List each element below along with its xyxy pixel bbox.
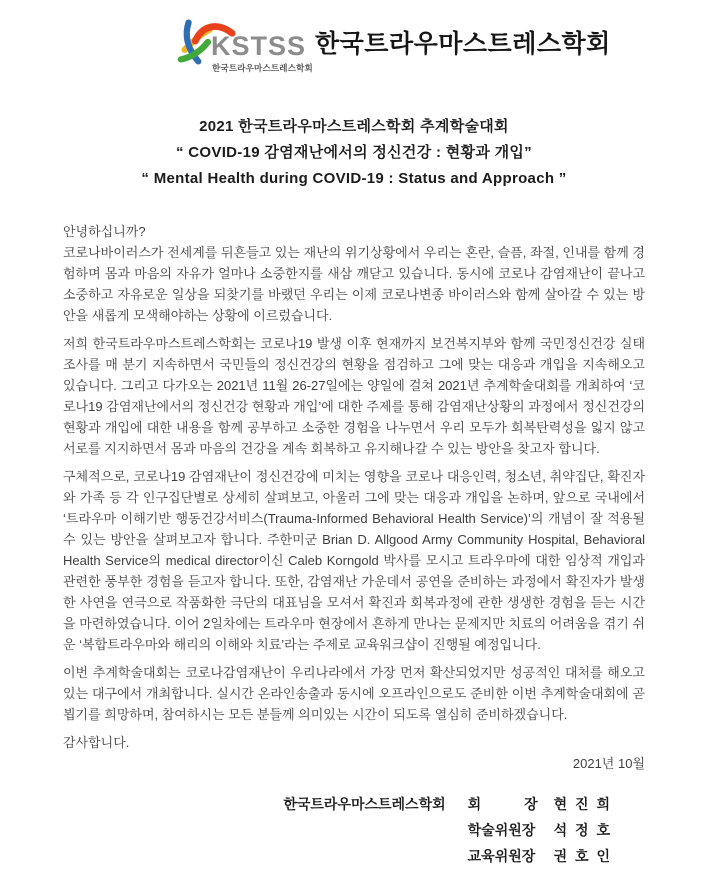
paragraph-2: 저희 한국트라우마스트레스학회는 코로나19 발생 이후 현재까지 보건복지부와 함께 국민정신건강 실태조사를 매 분기 지속하면서 국민들의 정신건강의 현황을 점검하고 그에 맞는 대응과 개입을 지속해오고 있습니다. 그리고 다가오는 2021년 11월 26-27일에는 양일에 걸쳐 2021년 추계학술대회를 개최하여 ‘코로나19 감염재난에서의 정신건강 현황과 개입’에 대한 주제를 통해 감염재난상황의 과정에서 정신건강의 현황과 개입에 대한 내용을 함께 공부하고 소중한 경험을 나누면서 우리 모두가 회복탄력성을 잃지 않고 서로를 지지하면서 몸과 마음의 건강을 계속 회복하고 유지해나갈 수 있는 방안을 찾고자 합니다.	[63, 336, 645, 456]
signature-block	[63, 791, 645, 869]
paragraph-1: 코로나바이러스가 전세계를 뒤흔들고 있는 재난의 위기상황에서 우리는 혼란, 슬픔, 좌절, 인내를 함께 경험하며 몸과 마음의 자유가 얼마나 소중한지를 새삼 깨닫고 있습니다. 동시에 코로나 감염재난이 끝나고 소중하고 자유로운 일상을 되찾기를 바랬던 우리는 이제 코로나변종 바이러스와 함께 살아갈 수 있는 방안을 새롭게 모색해야하는 상황에 이르렀습니다.	[63, 245, 645, 323]
signature-organization: 한국트라우마스트레스학회	[283, 796, 446, 812]
signature-name: 현 진 희	[553, 796, 612, 812]
kstss-logo	[175, 15, 313, 77]
paragraph-3: 구체적으로, 코로나19 감염재난이 정신건강에 미치는 영향을 코로나 대응인력, 청소년, 취약집단, 확진자와 가족 등 각 인구집단별로 상세히 살펴보고, 아울러 그에 맞는 대응과 개입을 논하며, 앞으로 국내에서 ‘트라우마 이해기반 행동건강서비스(Trauma-Informed Behavioral Health Service)’의 개념이 잘 적용될 수 있는 방안을 살펴보고자 합니다. 주한미군 Brian D. Allgood Army Community Hospital, Behavioral Health Service의 medical director이신 Caleb Korngold 박사를 모시고 트라우마에 대한 임상적 개입과 관련한 풍부한 경험을 듣고자 합니다. 또한, 감염재난 가운데서 공연을 준비하는 과정에서 확진자가 발생한 사연을 연극으로 작품화한 극단의 대표님을 모셔서 확진과 회복과정에 관한 생생한 경험을 듣는 시간을 마련하였습니다. 이어 2일차에는 트라우마 현장에서 흔하게 만나는 문제지만 치료의 어려움을 겪기 쉬운 ‘복합트라우마와 해리의 이해와 치료’라는 주제로 교육워크샵이 진행될 예정입니다.	[63, 469, 645, 652]
logo-subtext: 한국트라우마스트레스학회	[212, 63, 313, 73]
signature-row-president	[468, 791, 612, 817]
signature-title: 회 장	[467, 796, 538, 812]
title-line-korean-theme: “ COVID-19 감염재난에서의 정신건강 : 현황과 개입”	[176, 144, 532, 161]
signature-name: 석 정 호	[553, 822, 612, 838]
closing-thanks: 감사합니다.	[63, 735, 130, 750]
signature-row-academic-chair	[468, 817, 612, 843]
paragraph-4: 이번 추계학술대회는 코로나감염재난이 우리나라에서 가장 먼저 확산되었지만 성공적인 대처를 해오고있는 대구에서 개최합니다. 실시간 온라인송출과 동시에 오프라인으로도 준비한 이번 추계학술대회에 곧 뵙기를 희망하며, 참여하시는 모든 분들께 의미있는 시간이 되도록 열심히 준비하겠습니다.	[63, 665, 645, 722]
document-title-block	[63, 114, 645, 192]
signature-rows	[468, 791, 612, 869]
signature-title: 학술위원장	[467, 822, 536, 838]
title-line-english-theme: “ Mental Health during COVID-19 : Status and Approach ”	[141, 170, 567, 187]
organization-name: 한국트라우마스트레스학회	[315, 30, 611, 58]
signature-row-education-chair	[468, 843, 612, 869]
letterhead	[175, 14, 645, 78]
signature-name: 권 호 인	[553, 848, 612, 864]
signature-title: 교육위원장	[467, 848, 536, 864]
letter-body	[63, 221, 645, 774]
logo-acronym: KSTSS	[211, 31, 307, 61]
greeting: 안녕하십니까?	[63, 224, 146, 239]
date-line: 2021년 10월	[572, 756, 645, 771]
title-line-korean-event: 2021 한국트라우마스트레스학회 추계학술대회	[199, 118, 509, 135]
